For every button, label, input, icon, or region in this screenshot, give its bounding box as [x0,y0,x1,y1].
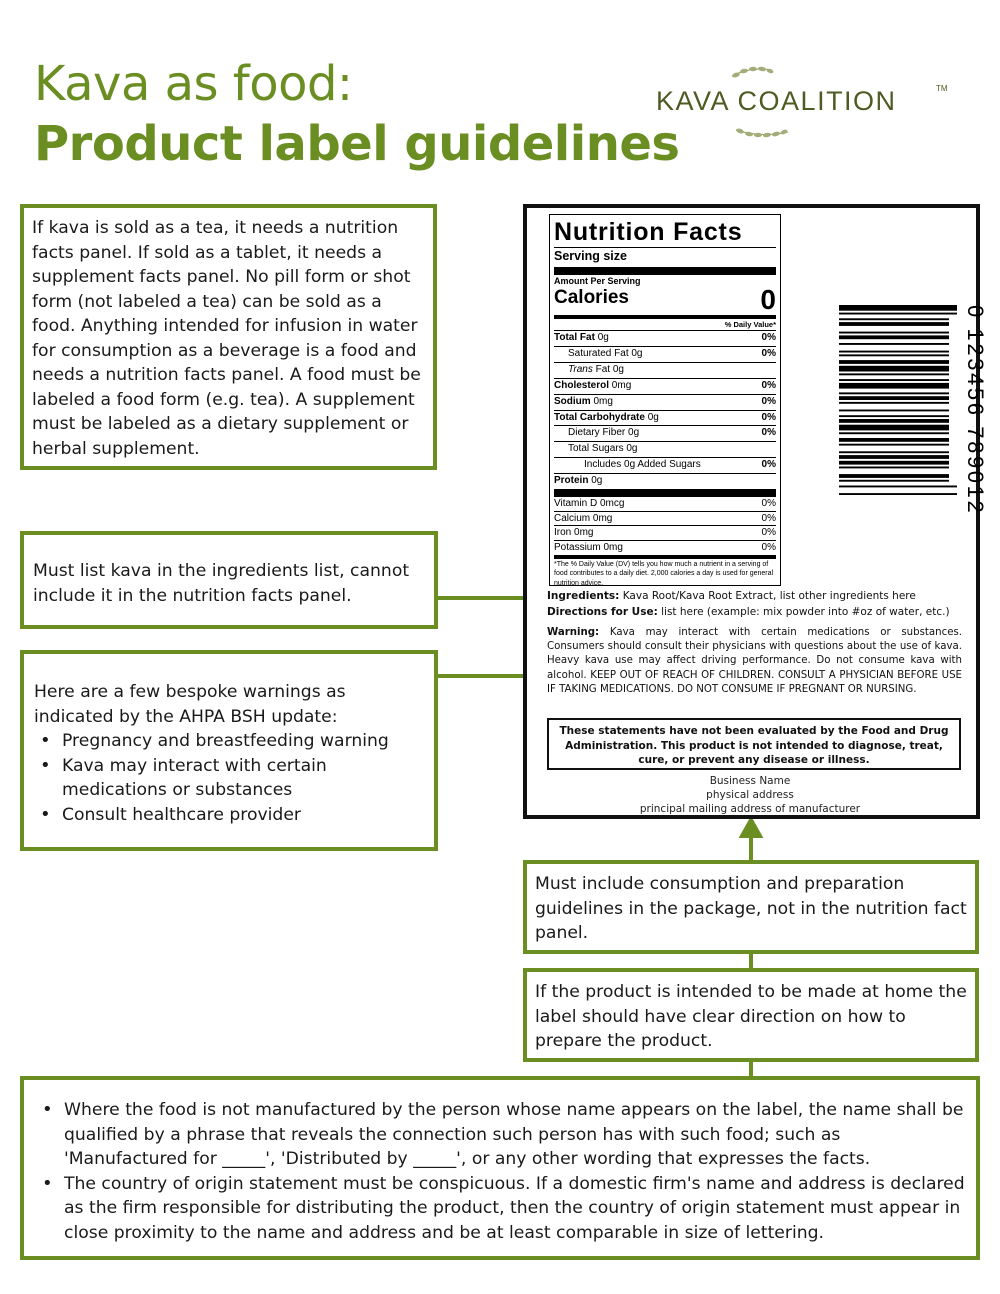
list-item: • Kava may interact with certain medications or substances [32,754,426,803]
barcode-bar [839,474,949,478]
warnings-list [32,729,426,827]
ingredients-guideline-text: Must list kava in the ingredients list, cannot include it in the nutrition facts panel. [33,561,410,606]
barcode-bar [839,360,949,364]
barcode-bar [839,402,949,404]
barcode-bar [839,480,949,482]
barcode-bar [839,493,957,495]
calories-row [554,284,776,315]
barcode-bar [839,305,957,311]
business-info [600,774,900,817]
barcode [835,305,988,537]
amount-per-serving: Amount Per Serving [554,276,641,286]
vitamin-row: Vitamin D 0mcg 0% [554,498,776,510]
home-preparation-text: If the product is intended to be made at home the label should have clear direction on how to prepare the product. [535,982,967,1051]
barcode-bar [839,410,949,412]
barcode-bar [839,318,949,320]
list-item: • Where the food is not manufactured by the person whose name appears on the label, the name shall be qualified by a phrase that reveals the connection such person has with such food; such as 'Manufactured for _____', 'Distributed by _____', or any other wording that expresses the facts. [34,1098,966,1172]
barcode-bar [839,396,949,400]
warning-statement: Warning: Kava may interact with certain medications or substances. Consumers should consult their physicians with questions about the use of kava. Heavy kava use may affect driving performance. Do not consume kava with alcohol. KEEP OUT OF REACH OF CHILDREN. CONSULT A PHYSICIAN BEFORE USE IF TAKING MEDICATIONS. DO NOT CONSUME IF PREGNANT OR NURSING. [547,627,963,695]
nutrient-row: Trans Fat 0g [554,362,776,378]
calories-label: Calories [554,287,629,308]
tea-vs-supplement-box [20,204,437,470]
logo-wordmark: KAVA COALITION [656,86,897,116]
nutrient-row: Includes 0g Added Sugars 0% [554,457,776,473]
nutrition-facts-title: Nutrition Facts [554,218,743,246]
barcode-bar [839,455,949,459]
warnings-lead-text: Here are a few bespoke warnings as indicated by the AHPA BSH update: [34,682,346,727]
barcode-bar [839,415,949,417]
vitamin-row: Potassium 0mg 0% [554,542,776,554]
nutrient-row: Cholesterol 0mg 0% [554,378,776,394]
page-title-line1: Kava as food: [34,56,353,112]
physical-address: physical address [706,789,794,802]
barcode-bar [839,313,957,315]
barcode-bar [839,451,949,453]
consumption-guideline-box [523,860,979,954]
barcode-bar [839,392,949,394]
warnings-guideline-box [20,650,438,851]
barcode-bar [839,354,949,356]
barcode-bar [839,322,949,326]
nutrient-row: Total Carbohydrate 0g 0% [554,410,776,426]
nutrient-row: Dietary Fiber 0g 0% [554,425,776,441]
barcode-bar [839,379,949,381]
daily-value-footnote: *The % Daily Value (DV) tells you how much a nutrient in a serving of food contributes to a daily diet. 2,000 calories a day is used for general nutrition advice. [554,555,776,589]
logo-trademark: TM [936,84,948,93]
list-item: • Consult healthcare provider [32,803,426,828]
barcode-bar [839,486,957,488]
barcode-bar [839,461,949,465]
barcode-bar [839,373,949,375]
nutrient-row: Protein 0g [554,473,776,489]
page-title-line2: Product label guidelines [34,116,680,172]
list-item: • The country of origin statement must be conspicuous. If a domestic firm's name and address is declared as the firm responsible for distributing the product, then the country of origin statement must appear in close proximity to the name and address and be at least comparable in size of lettering. [34,1172,966,1246]
fda-disclaimer-box: These statements have not been evaluated by the Food and Drug Administration. This product is not intended to diagnose, treat, cure, or prevent any disease or illness. [547,718,961,770]
business-name: Business Name [709,775,791,787]
barcode-bar [839,438,949,442]
list-item: • Pregnancy and breastfeeding warning [32,729,426,754]
barcode-bar [839,432,949,434]
ingredients-and-directions [547,589,967,620]
barcode-digits: 0 123456 789012 [963,305,988,516]
manufacturer-origin-list [34,1098,966,1245]
barcode-bar [839,444,949,446]
mailing-address: principal mailing address of manufacturer [639,803,861,816]
calories-value: 0 [760,284,776,315]
barcode-bar [839,335,949,339]
barcode-bar [839,425,949,431]
directions-line: Directions for Use: list here (example: mix powder into #oz of water, etc.) [547,605,950,618]
manufacturer-origin-box [20,1076,980,1260]
barcode-bar [839,351,949,353]
nutrition-facts-panel [549,214,781,586]
serving-size: Serving size [554,247,776,264]
tea-vs-supplement-text: If kava is sold as a tea, it needs a nutrition facts panel. If sold as a tablet, it needs a supplement facts panel. No pill form or shot form (not labeled a tea) can be sold as a food. Anything intended for infusion in water for consumption as a beverage is a food and needs a nutrition facts panel. A food must be labeled a food form (e.g. tea). A supplement must be labeled as a dietary supplement or herbal supplement. [32,218,421,459]
vitamin-row: Calcium 0mg 0% [554,512,776,524]
barcode-bar [839,383,949,389]
nutrient-row: Sodium 0mg 0% [554,394,776,410]
barcode-bar [839,343,949,345]
kava-coalition-logo [652,66,952,138]
ingredients-guideline-box [20,531,438,629]
barcode-bar [839,467,949,469]
daily-value-header: % Daily Value* [724,320,776,329]
home-preparation-box [523,968,979,1062]
nutrient-row: Saturated Fat 0g 0% [554,346,776,362]
ingredients-line: Ingredients: Kava Root/Kava Root Extract, list other ingredients here [547,590,916,602]
barcode-bar [839,366,949,372]
barcode-bar [839,332,949,334]
barcode-bar [839,419,949,423]
nutrient-row: Total Fat 0g 0% [554,330,776,346]
vitamin-row: Iron 0mg 0% [554,527,776,539]
nutrient-row: Total Sugars 0g [554,441,776,457]
consumption-guideline-text: Must include consumption and preparation guidelines in the package, not in the nutrition fact panel. [535,874,967,943]
